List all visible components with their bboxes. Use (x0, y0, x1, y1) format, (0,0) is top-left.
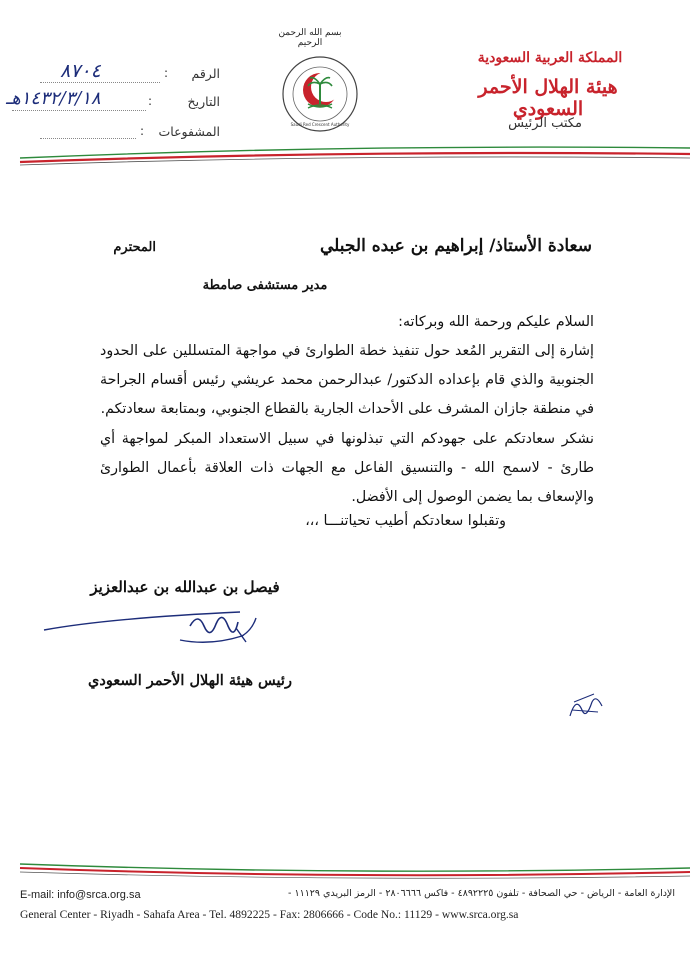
handwritten-signature (40, 600, 270, 660)
header-divider (0, 138, 700, 168)
logo-ring-en: Saudi Red Crescent Authority (290, 122, 350, 127)
footer-english-address: General Center - Riyadh - Sahafa Area - Tel. 4892225 - Fax: 2806666 - Code No.: 11129 - www.srca.org.sa (20, 908, 519, 921)
body-paragraph-1: إشارة إلى التقرير المُعد حول تنفيذ خطة الطوارئ في مواجهة المتسللين على الحدود الجنوبية والذي قام بإعداده الدكتور/ عبدالرحمن محمد عريشي رئيس أقسام الجراحة في منطقة جازان المشرف على الأحداث الجارية بالقطاع الجنوبي، وبمتابعة سعادتكم. (100, 343, 594, 417)
ref-attachments-row: المشفوعات : (20, 122, 220, 144)
signatory-title: رئيس هيئة الهلال الأحمر السعودي (88, 672, 292, 689)
initials-mark (566, 688, 606, 722)
recipient-salutation: سعادة الأستاذ/ إبراهيم بن عبده الجبلي (320, 236, 592, 256)
footer-email: E-mail: info@srca.org.sa (20, 889, 141, 901)
org-name-line2: هيئة الهلال الأحمر السعودي (478, 76, 618, 120)
ref-number-value: ٨٧٠٤ (60, 60, 101, 82)
office-label: مكتب الرئيس (508, 116, 582, 131)
footer-arabic-address: الإدارة العامة - الرياض - حي الصحافة - تلفون ٤٨٩٢٢٢٥ - فاكس ٢٨٠٦٦٦٦ - الرمز البريدي ١١١٢٩ - (288, 888, 675, 899)
footer-divider (0, 856, 700, 882)
ref-date-row: التاريخ : ١٤٣٢/٣/١٨هـ (6, 88, 220, 109)
basmala: بسم الله الرحمن الرحيم (278, 28, 342, 48)
ref-number-row: الرقم : ٨٧٠٤ (20, 64, 220, 86)
ref-date-value: ١٤٣٢/٣/١٨هـ (6, 88, 101, 109)
ref-date-label: التاريخ (187, 94, 220, 109)
ref-attachments-label: المشفوعات (158, 124, 220, 139)
org-name-line1: المملكة العربية السعودية (477, 50, 623, 66)
body-paragraph-2: نشكر سعادتكم على جهودكم التي تبذلونها في سبيل الاستعداد المبكر لمواجهة أي طارئ - لاسمح الله - والتنسيق الفاعل مع الجهات ذات العلاقة بأعمال الطوارئ والإسعاف بما يضمن الوصول إلى الأفضل. (100, 431, 594, 505)
recipient-position: مدير مستشفى صامطة (202, 278, 328, 293)
greeting: السلام عليكم ورحمة الله وبركاته: (398, 314, 594, 330)
recipient-honorific: المحترم (113, 240, 156, 255)
ref-number-label: الرقم (191, 66, 220, 81)
closing-line: وتقبلوا سعادتكم أطيب تحياتنـــا ،،، (305, 513, 506, 529)
signatory-name: فيصل بن عبدالله بن عبدالعزيز (90, 578, 280, 596)
red-crescent-logo (280, 54, 360, 134)
